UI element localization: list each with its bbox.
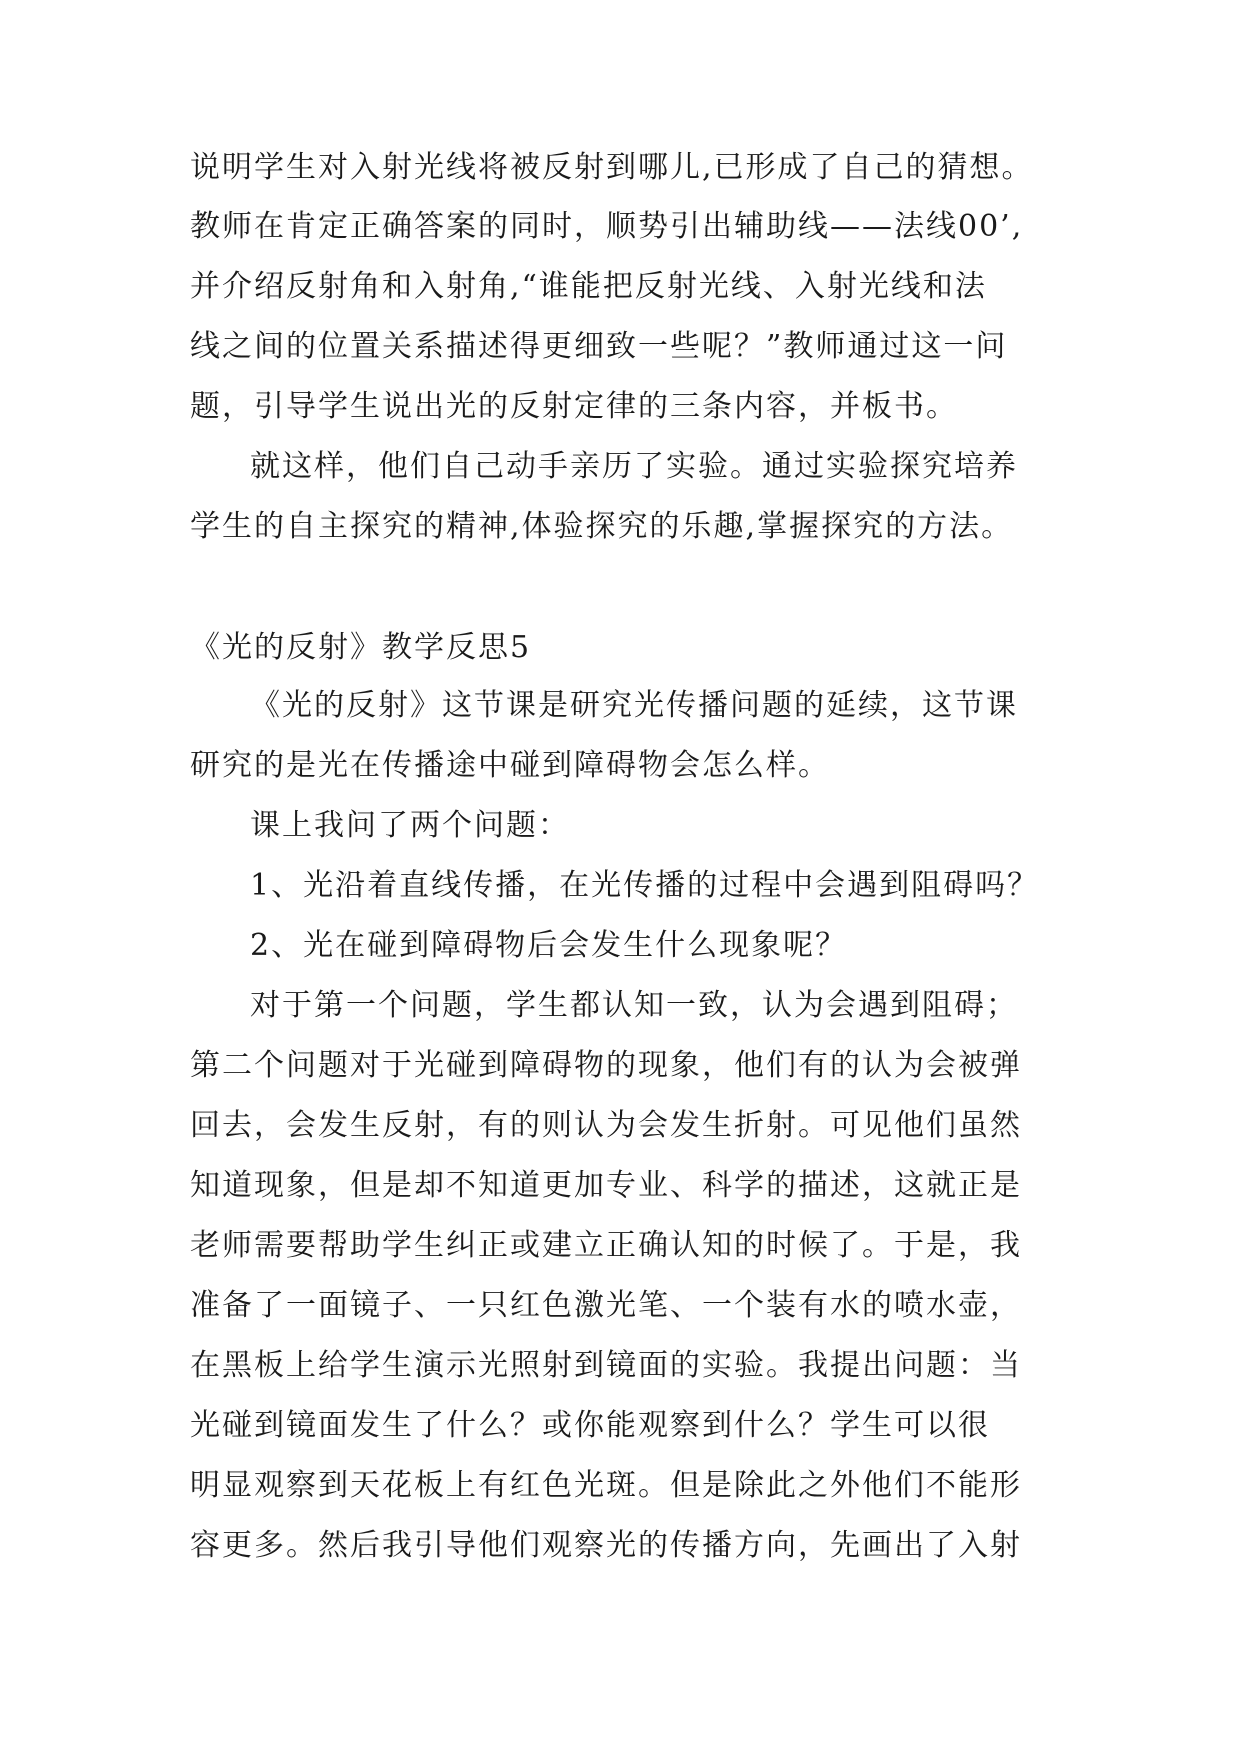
- paragraph-2-line-1: 就这样，他们自己动手亲历了实验。通过实验探究培养: [250, 449, 1018, 484]
- paragraph-5-line-4: 知道现象，但是却不知道更加专业、科学的描述，这就正是: [190, 1168, 1022, 1203]
- question-1: 1、光沿着直线传播，在光传播的过程中会遇到阻碍吗？: [250, 868, 1040, 903]
- paragraph-1-line-2: 教师在肯定正确答案的同时，顺势引出辅助线——法线00’,: [190, 209, 1024, 244]
- paragraph-1-line-5: 题，引导学生说出光的反射定律的三条内容，并板书。: [190, 389, 958, 424]
- paragraph-5-line-2: 第二个问题对于光碰到障碍物的现象，他们有的认为会被弹: [190, 1048, 1022, 1083]
- paragraph-5-line-6: 准备了一面镜子、一只红色激光笔、一个装有水的喷水壶，: [190, 1288, 1022, 1323]
- paragraph-5-line-8: 光碰到镜面发生了什么？或你能观察到什么？学生可以很: [190, 1408, 990, 1443]
- paragraph-3-line-2: 研究的是光在传播途中碰到障碍物会怎么样。: [190, 748, 830, 783]
- paragraph-5-line-1: 对于第一个问题，学生都认知一致，认为会遇到阻碍；: [250, 988, 1018, 1023]
- paragraph-1-line-4: 线之间的位置关系描述得更细致一些呢？”教师通过这一问: [190, 329, 1008, 364]
- paragraph-1-line-1: 说明学生对入射光线将被反射到哪儿,已形成了自己的猜想。: [190, 150, 1034, 185]
- paragraph-4: 课上我问了两个问题：: [250, 808, 570, 843]
- paragraph-5-line-3: 回去，会发生反射，有的则认为会发生折射。可见他们虽然: [190, 1108, 1022, 1143]
- paragraph-5-line-9: 明显观察到天花板上有红色光斑。但是除此之外他们不能形: [190, 1468, 1022, 1503]
- paragraph-5-line-7: 在黑板上给学生演示光照射到镜面的实验。我提出问题：当: [190, 1348, 1022, 1383]
- paragraph-5-line-5: 老师需要帮助学生纠正或建立正确认知的时候了。于是，我: [190, 1228, 1022, 1263]
- paragraph-5-line-10: 容更多。然后我引导他们观察光的传播方向，先画出了入射: [190, 1528, 1022, 1563]
- question-2: 2、光在碰到障碍物后会发生什么现象呢？: [250, 928, 848, 963]
- paragraph-2-line-2: 学生的自主探究的精神,体验探究的乐趣,掌握探究的方法。: [190, 509, 1014, 544]
- paragraph-3-line-1: 《光的反射》这节课是研究光传播问题的延续，这节课: [250, 688, 1018, 723]
- section-title: 《光的反射》教学反思5: [190, 630, 532, 665]
- paragraph-1-line-3: 并介绍反射角和入射角,“谁能把反射光线、入射光线和法: [190, 269, 987, 304]
